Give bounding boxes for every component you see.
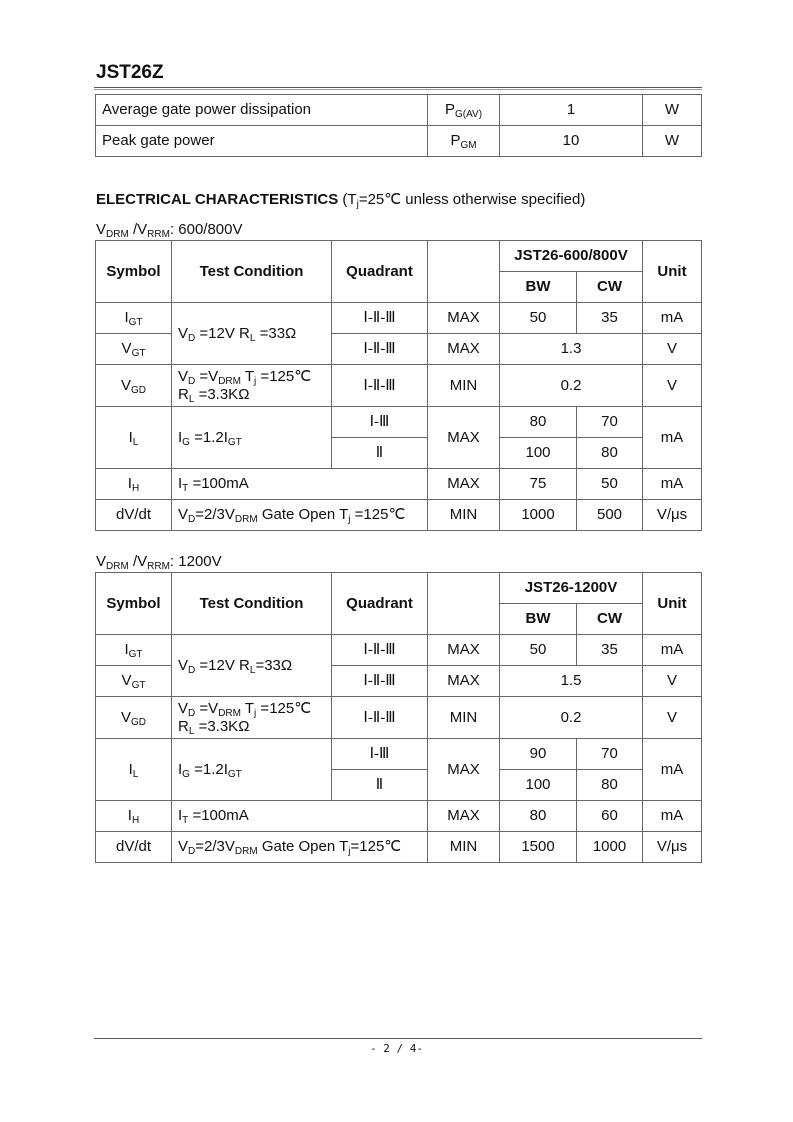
bw-value: 80 bbox=[500, 801, 577, 832]
header-unit: Unit bbox=[643, 573, 702, 635]
header-quadrant: Quadrant bbox=[332, 241, 428, 303]
cw-value: 500 bbox=[577, 500, 643, 531]
table-row bbox=[96, 832, 702, 863]
unit-cell: mA bbox=[643, 469, 702, 500]
quadrant-cell: Ⅰ-Ⅲ bbox=[332, 407, 428, 438]
unit-cell: V bbox=[643, 666, 702, 697]
bw-value: 100 bbox=[500, 438, 577, 469]
header-blank bbox=[428, 573, 500, 635]
unit-cell: V bbox=[643, 334, 702, 365]
quadrant-cell: Ⅰ-Ⅱ-Ⅲ bbox=[332, 303, 428, 334]
symbol-ih: $I_H$ bbox=[96, 469, 172, 500]
condition-cell: $V_D =V_{DRM}$ $T_j$ =125℃ $R_L =3.3K\Omega$ bbox=[172, 697, 332, 739]
unit-cell: mA bbox=[643, 635, 702, 666]
condition-cell: $V_D =V_{DRM}$ $T_j$ =125℃ $R_L =3.3K\Omega$ bbox=[172, 365, 332, 407]
quadrant-cell: Ⅰ-Ⅱ-Ⅲ bbox=[332, 697, 428, 739]
unit-cell: mA bbox=[643, 407, 702, 469]
unit-cell: V bbox=[643, 365, 702, 407]
header-test-condition: Test Condition bbox=[172, 573, 332, 635]
table-row bbox=[96, 739, 702, 770]
voltage-label-2: $V_{DRM}$ $/V_{RRM}$: 1200V bbox=[96, 553, 222, 572]
limit-cell: MIN bbox=[428, 500, 500, 531]
param-cell: Peak gate power bbox=[96, 126, 428, 157]
table-row bbox=[96, 500, 702, 531]
quadrant-cell: Ⅱ bbox=[332, 770, 428, 801]
symbol-vgt: $V_{GT}$ bbox=[96, 334, 172, 365]
limit-cell: MAX bbox=[428, 635, 500, 666]
symbol-vgd: $V_{GD}$ bbox=[96, 365, 172, 407]
limit-cell: MIN bbox=[428, 365, 500, 407]
header-unit: Unit bbox=[643, 241, 702, 303]
symbol-dvdt: dV/dt bbox=[96, 500, 172, 531]
limit-cell: MAX bbox=[428, 666, 500, 697]
limit-cell: MAX bbox=[428, 739, 500, 801]
bw-value: 50 bbox=[500, 635, 577, 666]
unit-cell: mA bbox=[643, 739, 702, 801]
limit-cell: MAX bbox=[428, 334, 500, 365]
header-bw: BW bbox=[500, 272, 577, 303]
table-row bbox=[96, 801, 702, 832]
bw-value: 1500 bbox=[500, 832, 577, 863]
header-symbol: Symbol bbox=[96, 573, 172, 635]
value-cell: 0.2 bbox=[500, 365, 643, 407]
limit-cell: MAX bbox=[428, 469, 500, 500]
symbol-vgt: $V_{GT}$ bbox=[96, 666, 172, 697]
limit-cell: MAX bbox=[428, 303, 500, 334]
table-row bbox=[96, 126, 702, 157]
unit-cell: W bbox=[643, 126, 702, 157]
page-number: - 2 / 4- bbox=[370, 1042, 423, 1055]
symbol-il: $I_L$ bbox=[96, 407, 172, 469]
cw-value: 60 bbox=[577, 801, 643, 832]
value-cell: 1 bbox=[500, 95, 643, 126]
quadrant-cell: Ⅰ-Ⅱ-Ⅲ bbox=[332, 666, 428, 697]
value-cell: 1.5 bbox=[500, 666, 643, 697]
value-cell: 1.3 bbox=[500, 334, 643, 365]
table-row bbox=[96, 697, 702, 739]
symbol-il: $I_L$ bbox=[96, 739, 172, 801]
cw-value: 80 bbox=[577, 438, 643, 469]
header-test-condition: Test Condition bbox=[172, 241, 332, 303]
header-quadrant: Quadrant bbox=[332, 573, 428, 635]
condition-cell: $I_T =100mA$ bbox=[172, 469, 428, 500]
table-row bbox=[96, 365, 702, 407]
unit-cell: V/μs bbox=[643, 832, 702, 863]
quadrant-cell: Ⅰ-Ⅲ bbox=[332, 739, 428, 770]
header-device: JST26-600/800V bbox=[500, 241, 643, 272]
cw-value: 1000 bbox=[577, 832, 643, 863]
symbol-dvdt: dV/dt bbox=[96, 832, 172, 863]
unit-cell: mA bbox=[643, 303, 702, 334]
cw-value: 35 bbox=[577, 303, 643, 334]
symbol-igt: $I_{GT}$ bbox=[96, 635, 172, 666]
document-title: JST26Z bbox=[96, 62, 164, 83]
param-cell: Average gate power dissipation bbox=[96, 95, 428, 126]
quadrant-cell: Ⅰ-Ⅱ-Ⅲ bbox=[332, 635, 428, 666]
characteristics-table-2 bbox=[95, 572, 702, 863]
symbol-cell: $P_{GM}$ bbox=[428, 126, 500, 157]
symbol-ih: $I_H$ bbox=[96, 801, 172, 832]
footer-rule bbox=[94, 1038, 702, 1039]
header-symbol: Symbol bbox=[96, 241, 172, 303]
bw-value: 75 bbox=[500, 469, 577, 500]
unit-cell: V bbox=[643, 697, 702, 739]
header-cw: CW bbox=[577, 604, 643, 635]
condition-cell: $I_T =100mA$ bbox=[172, 801, 428, 832]
limit-cell: MIN bbox=[428, 697, 500, 739]
unit-cell: V/μs bbox=[643, 500, 702, 531]
table-row bbox=[96, 407, 702, 438]
section-title: ELECTRICAL CHARACTERISTICS ($T_j=25℃$ unless otherwise specified) bbox=[96, 191, 586, 210]
symbol-vgd: $V_{GD}$ bbox=[96, 697, 172, 739]
gate-power-table bbox=[95, 94, 702, 157]
bw-value: 50 bbox=[500, 303, 577, 334]
table-row bbox=[96, 469, 702, 500]
characteristics-table-1 bbox=[95, 240, 702, 531]
quadrant-cell: Ⅰ-Ⅱ-Ⅲ bbox=[332, 334, 428, 365]
header-bw: BW bbox=[500, 604, 577, 635]
header-rule bbox=[94, 87, 702, 88]
condition-cell: $I_G =1.2I_{GT}$ bbox=[172, 739, 332, 801]
table-row bbox=[96, 95, 702, 126]
table-row bbox=[96, 303, 702, 334]
header-device: JST26-1200V bbox=[500, 573, 643, 604]
condition-cell: $I_G =1.2I_{GT}$ bbox=[172, 407, 332, 469]
voltage-label-1: $V_{DRM}$ $/V_{RRM}$: 600/800V bbox=[96, 221, 243, 240]
condition-cell: $V_D=2/3V_{DRM}$ Gate Open $T_j=125℃$ bbox=[172, 832, 428, 863]
value-cell: 10 bbox=[500, 126, 643, 157]
unit-cell: W bbox=[643, 95, 702, 126]
table-row bbox=[96, 635, 702, 666]
condition-cell: $V_D =12V$ $R_L =33\Omega$ bbox=[172, 303, 332, 365]
symbol-igt: $I_{GT}$ bbox=[96, 303, 172, 334]
header-rule-secondary bbox=[94, 89, 702, 90]
unit-cell: mA bbox=[643, 801, 702, 832]
bw-value: 100 bbox=[500, 770, 577, 801]
symbol-cell: $P_{G(AV)}$ bbox=[428, 95, 500, 126]
cw-value: 80 bbox=[577, 770, 643, 801]
limit-cell: MAX bbox=[428, 801, 500, 832]
header-cw: CW bbox=[577, 272, 643, 303]
value-cell: 0.2 bbox=[500, 697, 643, 739]
header-blank bbox=[428, 241, 500, 303]
cw-value: 35 bbox=[577, 635, 643, 666]
condition-cell: $V_D =12V$ $R_L=33\Omega$ bbox=[172, 635, 332, 697]
quadrant-cell: Ⅱ bbox=[332, 438, 428, 469]
limit-cell: MAX bbox=[428, 407, 500, 469]
bw-value: 80 bbox=[500, 407, 577, 438]
cw-value: 50 bbox=[577, 469, 643, 500]
bw-value: 90 bbox=[500, 739, 577, 770]
condition-cell: $V_D=2/3V_{DRM}$ Gate Open $T_j$ =125℃ bbox=[172, 500, 428, 531]
cw-value: 70 bbox=[577, 407, 643, 438]
cw-value: 70 bbox=[577, 739, 643, 770]
limit-cell: MIN bbox=[428, 832, 500, 863]
quadrant-cell: Ⅰ-Ⅱ-Ⅲ bbox=[332, 365, 428, 407]
bw-value: 1000 bbox=[500, 500, 577, 531]
